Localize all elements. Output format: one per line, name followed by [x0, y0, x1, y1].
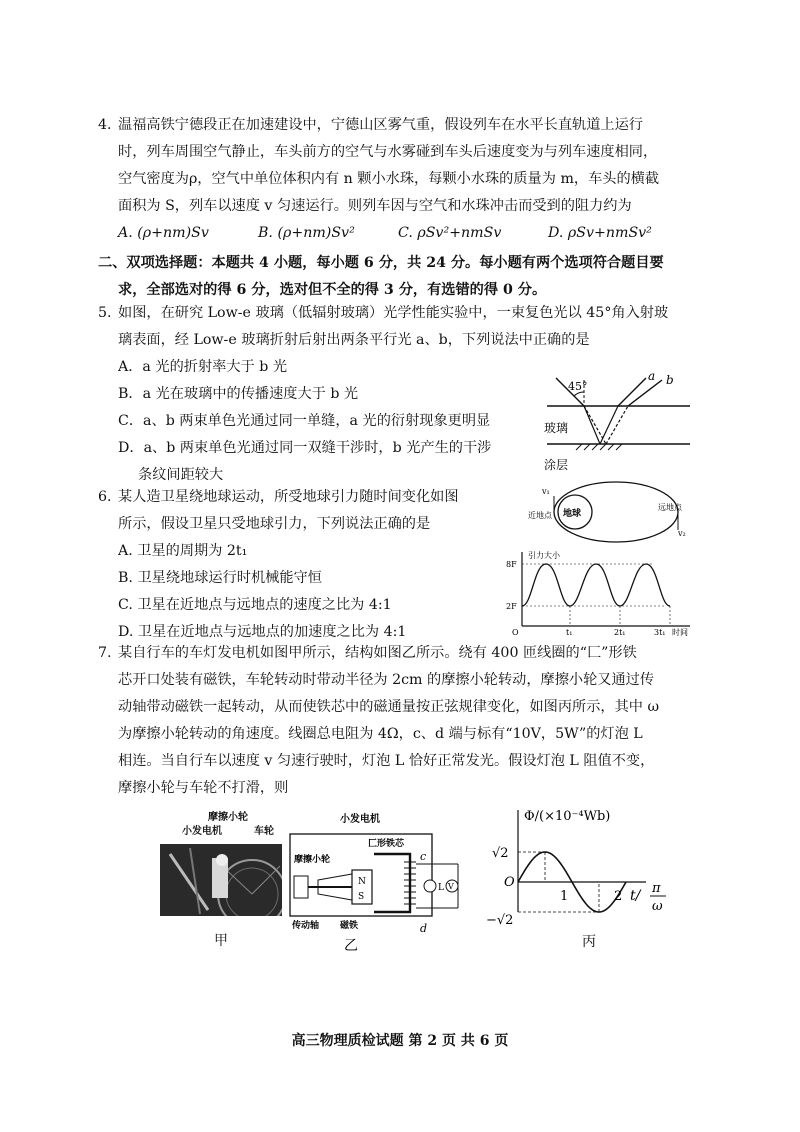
x-tick-2: 2: [614, 889, 623, 904]
v1-label: v₁: [542, 487, 550, 496]
ray-b-label: b: [666, 373, 674, 387]
q7-line1: 某自行车的车灯发电机如图甲所示，结构如图乙所示。绕有 400 匝线圈的“匚”形铁: [118, 645, 637, 661]
q6-option-a: A. 卫星的周期为 2t₁: [118, 543, 248, 559]
x-unit-den: ω: [652, 899, 663, 914]
x-tick-1: 1: [560, 889, 569, 904]
q6-option-d: D. 卫星在近地点与远地点的加速度之比为 4:1: [118, 624, 407, 640]
caption-yi: 乙: [344, 938, 358, 952]
ray-a-label: a: [648, 372, 656, 383]
x-t1-label: t₁: [566, 628, 573, 636]
q4-option-a: A. (ρ+nm)Sv: [118, 225, 209, 241]
question-4: [98, 112, 698, 247]
label-friction-wheel: 摩擦小轮: [208, 812, 248, 823]
page-footer: 高三物理质检试题 第 2 页 共 6 页: [291, 1033, 509, 1049]
q4-option-b: B. (ρ+nm)Sv²: [258, 225, 355, 241]
bicycle-photo: [160, 844, 282, 916]
earth-label: 地球: [563, 509, 582, 519]
label-wheel: 车轮: [254, 826, 274, 837]
question-7: [98, 640, 698, 802]
q7-line2: 芯开口处装有磁铁，车轮转动时带动半径为 2cm 的摩擦小轮转动，摩擦小轮又通过传: [118, 672, 655, 688]
glass-label: 玻璃: [544, 421, 569, 435]
q5-option-c: C．a、b 两束单色光通过同一单缝，a 光的衍射现象更明显: [118, 413, 491, 429]
force-curve: [522, 564, 670, 606]
x-2t1-label: 2t₁: [614, 628, 626, 636]
caption-bing: 丙: [582, 934, 596, 950]
q5-option-b: B．a 光在玻璃中的传播速度大于 b 光: [118, 386, 359, 402]
q6-line2: 所示，假设卫星只受地球引力，下列说法正确的是: [118, 516, 431, 532]
q7-line3: 动轴带动磁铁一起转动，从而使铁芯中的磁通量按正弦规律变化，如图丙所示，其中 ω: [118, 699, 660, 715]
q5-line1: 如图，在研究 Low-e 玻璃（低辐射玻璃）光学性能实验中，一束复色光以 45°角入射玻: [118, 305, 669, 321]
q6-option-b: B. 卫星绕地球运行时机械能守恒: [118, 570, 322, 586]
y-8f-label: 8F: [506, 560, 517, 569]
question-number: 7.: [98, 645, 112, 661]
lamp: [424, 880, 436, 892]
q7-figure-bing: [486, 800, 696, 950]
question-number: 6.: [98, 489, 112, 505]
angle-label: 45°: [568, 380, 588, 393]
q7-figure-yi: [288, 812, 468, 952]
friction-wheel: [294, 876, 308, 898]
y-axis-label: 引力大小: [528, 551, 560, 560]
origin-label: O: [504, 875, 515, 890]
question-number: 4.: [98, 117, 112, 133]
q6-force-graph: [504, 548, 698, 636]
q5-figure: [542, 372, 692, 484]
origin-label: O: [512, 628, 519, 636]
q6-orbit-figure: [528, 478, 698, 546]
near-point-label: 近地点: [528, 511, 552, 520]
x-3t1-label: 3t₁: [654, 628, 666, 636]
x-unit-num: π: [652, 881, 661, 896]
q4-line3: 空气密度为ρ，空气中单位体积内有 n 颗小水珠，每颗小水珠的质量为 m，车头的横截: [118, 171, 660, 187]
label-drive-shaft: 传动轴: [292, 921, 320, 931]
x-axis-label: t/: [630, 888, 641, 904]
q5-option-d-cont: 条纹间距较大: [138, 467, 224, 483]
label-magnet: 磁铁: [340, 921, 359, 931]
q5-option-d: D．a、b 两束单色光通过同一双缝干涉时，b 光产生的干涉: [118, 440, 492, 456]
q5-line2: 璃表面，经 Low-e 玻璃折射后射出两条平行光 a、b，下列说法中正确的是: [118, 332, 590, 348]
ray-a: [618, 378, 646, 406]
y-tick-neg: −√2: [486, 913, 514, 928]
coating-hatch: [576, 444, 622, 450]
v2-label: v₂: [678, 529, 686, 538]
q7-figure-jia: [160, 808, 282, 949]
section2-line2: 求，全部选对的得 6 分，选对但不全的得 3 分，有选错的得 0 分。: [118, 282, 547, 298]
q6-line1: 某人造卫星绕地球运动，所受地球引力随时间变化如图: [118, 489, 459, 505]
question-number: 5.: [98, 305, 112, 321]
q6-option-c: C. 卫星在近地点与远地点的速度之比为 4:1: [118, 597, 392, 613]
q4-line1: 温福高铁宁德段正在加速建设中，宁德山区雾气重，假设列车在水平长直轨道上运行: [118, 117, 643, 133]
section2-line1: 二、双项选择题：本题共 4 小题，每小题 6 分，共 24 分。每小题有两个选项符合题目要: [98, 255, 664, 271]
terminal-d: d: [420, 922, 428, 935]
u-core: [374, 854, 410, 912]
q4-option-d: D. ρSv+nmSv²: [548, 225, 652, 241]
label-u-core: 匚形铁芯: [368, 839, 405, 849]
voltmeter-label: V: [448, 882, 454, 891]
section-2-header: [98, 250, 700, 304]
q4-options: [118, 220, 698, 247]
x-axis-label: 时间: [672, 628, 688, 636]
q5-option-a: A．a 光的折射率大于 b 光: [118, 359, 288, 375]
far-point-label: 远地点: [658, 503, 682, 512]
label-small-generator: 小发电机: [182, 826, 222, 837]
terminal-c: c: [420, 850, 427, 863]
q4-option-c: C. ρSv²+nmSv: [398, 225, 502, 241]
ray-b: [628, 380, 662, 406]
coating-label: 涂层: [544, 458, 569, 472]
q4-line4: 面积为 S，列车以速度 v 匀速运行。则列车因与空气和水珠冲击而受到的阻力约为: [118, 198, 632, 214]
y-axis-label: Φ/(×10⁻⁴Wb): [524, 809, 611, 824]
refract-ray-1: [584, 406, 600, 444]
q7-line6: 摩擦小轮与车轮不打滑，则: [118, 780, 289, 796]
q7-line4: 为摩擦小轮转动的角速度。线圈总电阻为 4Ω，c、d 端与标有“10V，5W”的灯泡 L: [118, 726, 643, 742]
yi-title: 小发电机: [340, 814, 380, 825]
q4-line2: 时，列车周围空气静止，车头前方的空气与水雾碰到车头后速度变为与列车速度相同，: [118, 144, 658, 160]
lamp-label: L: [438, 883, 444, 893]
magnet-s: S: [358, 892, 365, 902]
caption-jia: 甲: [214, 933, 228, 949]
y-2f-label: 2F: [506, 602, 517, 611]
label-friction-wheel: 摩擦小轮: [294, 855, 331, 865]
magnet-n: N: [358, 877, 366, 887]
q7-line5: 相连。当自行车以速度 v 匀速行驶时，灯泡 L 恰好正常发光。假设灯泡 L 阻值不变，: [118, 753, 655, 769]
y-tick-pos: √2: [492, 846, 509, 861]
